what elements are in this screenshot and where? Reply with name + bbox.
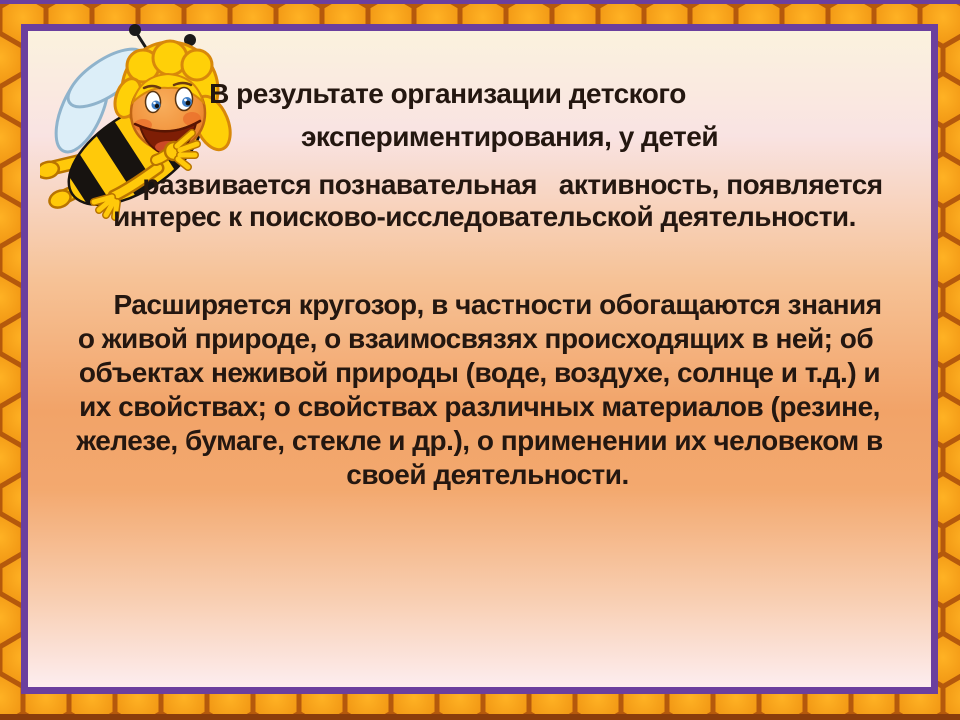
text-line: их свойствах; о свойствах различных материалов (резине, [79, 391, 880, 422]
text-line: своей деятельности. [346, 459, 629, 490]
text-line: Расширяется кругозор, в частности обогащаются знания [113, 289, 882, 320]
text-line: о живой природе, о взаимосвязях происходящих в ней; об [77, 323, 874, 354]
text-line: интерес к поисково-исследовательской деятельности. [113, 201, 856, 232]
text-line: развивается познавательная активность, появляется [142, 169, 883, 200]
text-line: экспериментирования, у детей [300, 121, 719, 152]
text-line: В результате организации детского [209, 78, 686, 109]
text-line: объектах неживой природы (воде, воздухе, солнце и т.д.) и [78, 357, 881, 388]
text-line: железе, бумаге, стекле и др.), о применении их человеком в [76, 425, 883, 456]
top-purple-strip [0, 0, 960, 4]
slide-text [28, 31, 931, 687]
bottom-dark-strip [0, 714, 960, 720]
